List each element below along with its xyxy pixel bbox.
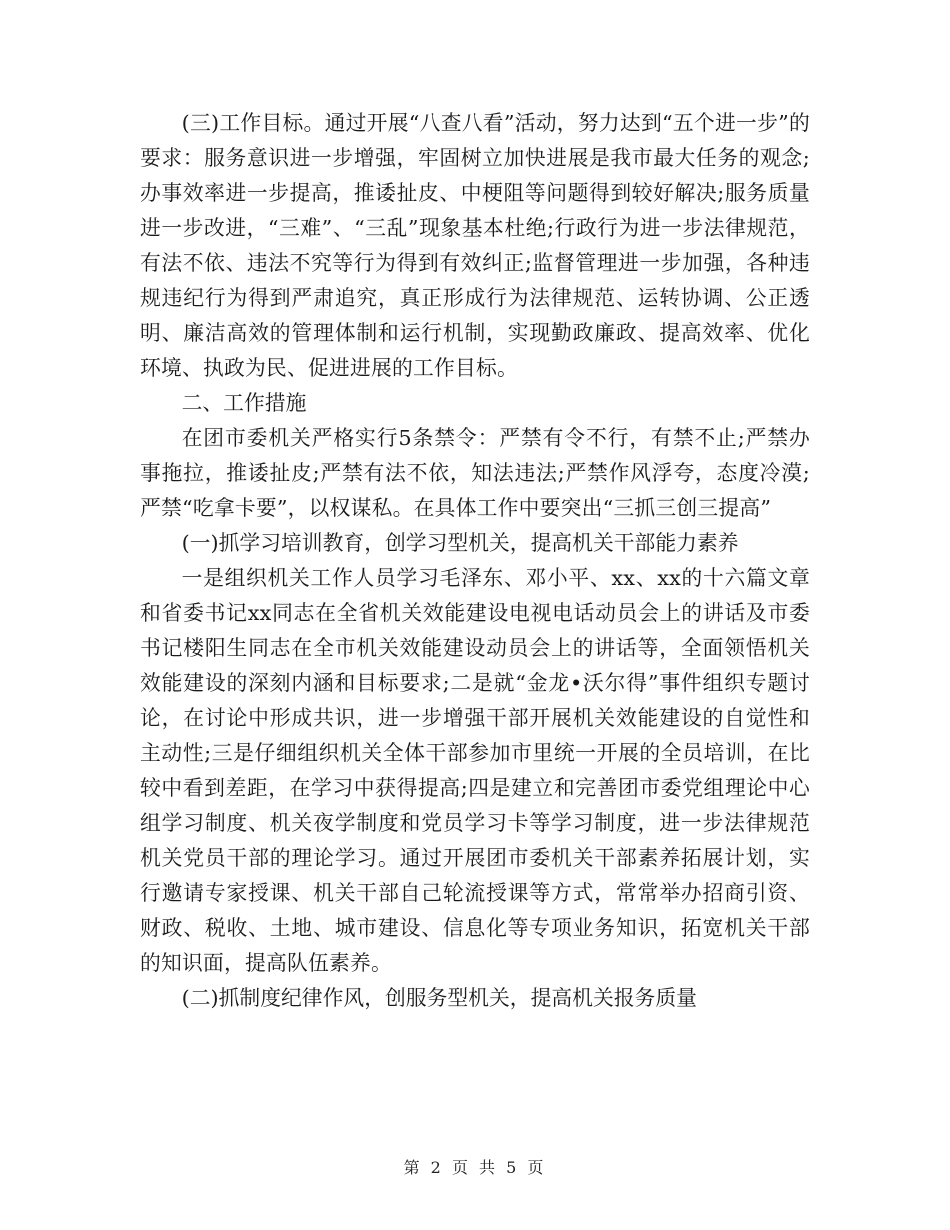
subheading-system-discipline: (二)抓制度纪律作风，创服务型机关，提高机关报务质量 [181, 986, 697, 1010]
section-heading-work-measures: 二、工作措施 [181, 391, 307, 415]
page-number-footer: 第 2 页 共 5 页 [403, 1158, 547, 1177]
paragraph-five-prohibitions: 在团市委机关严格实行5条禁令：严禁有令不行，有禁不止;严禁办事拖拉，推诿扯皮;严禁有法不依，知法违法;严禁作风浮夸，态度冷漠;严禁“吃拿卡要”，以权谋私。在具体工作中要突出“三抓三创三提高” [140, 426, 810, 520]
document-body [140, 106, 810, 1016]
paragraph-work-goals: (三)工作目标。通过开展“八查八看”活动，努力达到“五个进一步”的要求：服务意识进一步增强，牢固树立加快进展是我市最大任务的观念;办事效率进一步提高，推诿扯皮、中梗阻等问题得到较好解决;服务质量进一步改进，“三难”、“三乱”现象基本杜绝;行政行为进一步法律规范，有法不依、违法不究等行为得到有效纠正;监督管理进一步加强，各种违规违纪行为得到严肃追究，真正形成行为法律规范、运转协调、公正透明、廉洁高效的管理体制和运行机制，实现勤政廉政、提高效率、优化环境、执政为民、促进进展的工作目标。 [140, 111, 810, 380]
subheading-study-training: (一)抓学习培训教育，创学习型机关，提高机关干部能力素养 [181, 531, 739, 555]
paragraph-study-details: 一是组织机关工作人员学习毛泽东、邓小平、xx、xx的十六篇文章和省委书记xx同志在全省机关效能建设电视电话动员会上的讲话及市委书记楼阳生同志在全市机关效能建设动员会上的讲话等，全面领悟机关效能建设的深刻内涵和目标要求;二是就“金龙•沃尔得”事件组织专题讨论，在讨论中形成共识，进一步增强干部开展机关效能建设的自觉性和主动性;三是仔细组织机关全体干部参加市里统一开展的全员培训，在比较中看到差距，在学习中获得提高;四是建立和完善团市委党组理论中心组学习制度、机关夜学制度和党员学习卡等学习制度，进一步法律规范机关党员干部的理论学习。通过开展团市委机关干部素养拓展计划，实行邀请专家授课、机关干部自己轮流授课等方式，常常举办招商引资、财政、税收、土地、城市建设、信息化等专项业务知识，拓宽机关干部的知识面，提高队伍素养。 [140, 566, 810, 975]
